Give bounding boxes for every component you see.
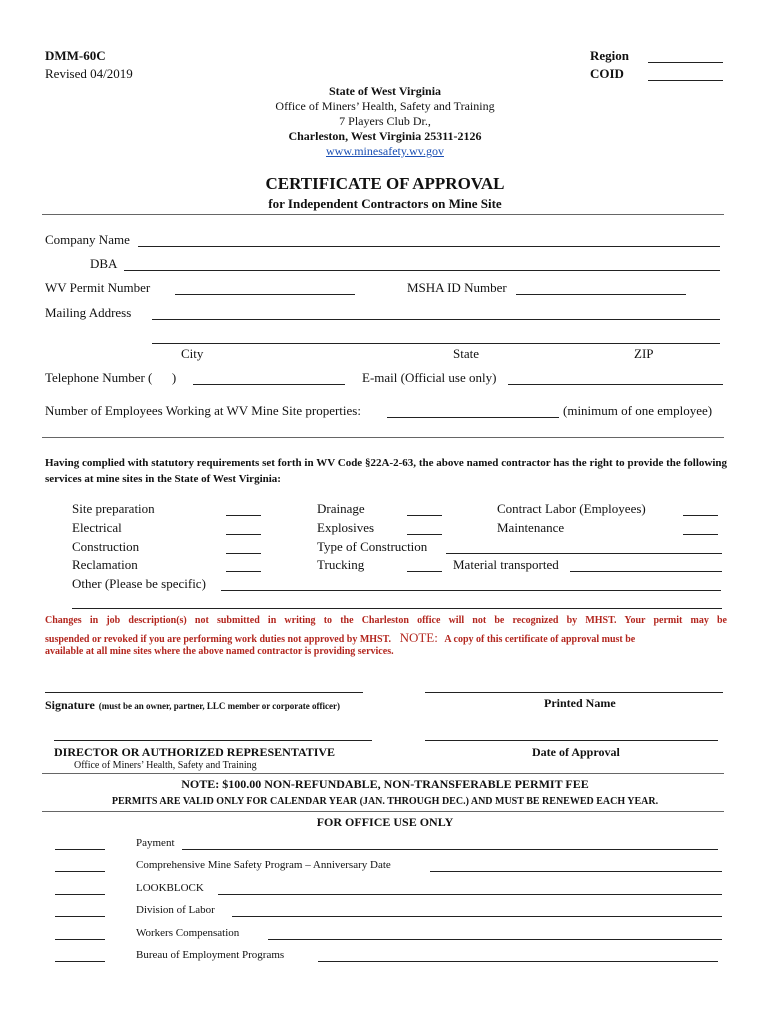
wv-permit-field[interactable] bbox=[175, 294, 355, 295]
director-label: DIRECTOR OR AUTHORIZED REPRESENTATIVE bbox=[54, 745, 336, 759]
revised-date: Revised 04/2019 bbox=[45, 66, 133, 81]
signature-label-container bbox=[45, 696, 340, 714]
mailing-address-field[interactable] bbox=[152, 319, 720, 320]
warning-line-2-container bbox=[45, 630, 727, 646]
electrical-field[interactable] bbox=[226, 534, 261, 535]
office-address-line1: 7 Players Club Dr., bbox=[339, 114, 431, 128]
divider bbox=[42, 214, 724, 215]
warning-line-3: available at all mine sites where the above named contractor is providing services. bbox=[45, 646, 394, 657]
type-of-construction-field[interactable] bbox=[446, 553, 722, 554]
division-of-labor-check-field[interactable] bbox=[55, 916, 105, 917]
fee-note: NOTE: $100.00 NON-REFUNDABLE, NON-TRANSFERABLE PERMIT FEE bbox=[181, 777, 589, 791]
lookblock-check-field[interactable] bbox=[55, 894, 105, 895]
service-site-preparation: Site preparation bbox=[72, 501, 155, 516]
office-address-line2: Charleston, West Virginia 25311-2126 bbox=[288, 129, 482, 143]
service-explosives: Explosives bbox=[317, 520, 375, 535]
service-type-of-construction: Type of Construction bbox=[317, 539, 428, 554]
region-field[interactable] bbox=[648, 62, 723, 63]
validity-note: PERMITS ARE VALID ONLY FOR CALENDAR YEAR (JAN. THROUGH DEC.) AND MUST BE RENEWED EACH YEAR. bbox=[111, 796, 659, 807]
email-field[interactable] bbox=[508, 384, 723, 385]
date-of-approval-label: Date of Approval bbox=[532, 745, 620, 759]
service-reclamation: Reclamation bbox=[72, 557, 138, 572]
drainage-field[interactable] bbox=[407, 515, 442, 516]
office-use-heading: FOR OFFICE USE ONLY bbox=[316, 815, 454, 829]
wv-permit-label: WV Permit Number bbox=[45, 280, 151, 295]
dba-label: DBA bbox=[90, 256, 118, 271]
employees-field[interactable] bbox=[387, 417, 559, 418]
state-heading: State of West Virginia bbox=[328, 84, 442, 98]
website-link[interactable]: www.minesafety.wv.gov bbox=[326, 144, 444, 158]
company-name-field[interactable] bbox=[138, 246, 720, 247]
city-label: City bbox=[181, 346, 204, 361]
material-transported-field[interactable] bbox=[570, 571, 722, 572]
company-name-label: Company Name bbox=[45, 232, 130, 247]
email-label: E-mail (Official use only) bbox=[362, 370, 497, 385]
reclamation-field[interactable] bbox=[226, 571, 261, 572]
printed-name-field[interactable] bbox=[425, 692, 723, 693]
msha-id-field[interactable] bbox=[516, 294, 686, 295]
divider bbox=[42, 773, 724, 774]
employees-label: Number of Employees Working at WV Mine Site properties: bbox=[45, 403, 361, 418]
safety-program-check-field[interactable] bbox=[55, 871, 105, 872]
lookblock-field[interactable] bbox=[218, 894, 722, 895]
mailing-address-label: Mailing Address bbox=[45, 305, 132, 320]
office-item-safety-program: Comprehensive Mine Safety Program – Anniversary Date bbox=[136, 859, 391, 871]
service-electrical: Electrical bbox=[72, 520, 122, 535]
service-contract-labor: Contract Labor (Employees) bbox=[497, 501, 646, 516]
material-transported-label: Material transported bbox=[453, 557, 559, 572]
trucking-field[interactable] bbox=[407, 571, 442, 572]
page-subtitle: for Independent Contractors on Mine Site bbox=[268, 196, 502, 211]
construction-field[interactable] bbox=[226, 553, 261, 554]
divider bbox=[42, 811, 724, 812]
warning-line-1: Changes in job description(s) not submitted in writing to the Charleston office will not be recognized by MHST. Your permit may be bbox=[45, 615, 727, 626]
service-trucking: Trucking bbox=[317, 557, 365, 572]
office-item-payment: Payment bbox=[136, 837, 175, 849]
printed-name-label: Printed Name bbox=[544, 696, 616, 710]
compliance-text: Having complied with statutory requirements set forth in WV Code §22A-2-63, the above named contractor has the right to provide the following services at mine sites in the State of West Virginia: bbox=[45, 457, 727, 485]
office-name: Office of Miners’ Health, Safety and Training bbox=[275, 99, 495, 113]
page-title: CERTIFICATE OF APPROVAL bbox=[265, 174, 505, 193]
other-services-field[interactable] bbox=[221, 590, 721, 591]
service-maintenance: Maintenance bbox=[497, 520, 565, 535]
other-services-field-2[interactable] bbox=[72, 608, 722, 609]
service-construction: Construction bbox=[72, 539, 140, 554]
note-text: A copy of this certificate of approval must be bbox=[444, 634, 636, 645]
safety-program-field[interactable] bbox=[430, 871, 722, 872]
other-services-label: Other (Please be specific) bbox=[72, 576, 206, 591]
contract-labor-field[interactable] bbox=[683, 515, 718, 516]
coid-field[interactable] bbox=[648, 80, 723, 81]
warning-line-2: suspended or revoked if you are performing work duties not approved by MHST. bbox=[45, 634, 392, 645]
payment-check-field[interactable] bbox=[55, 849, 105, 850]
coid-label: COID bbox=[590, 66, 624, 81]
form-id: DMM-60C bbox=[45, 48, 106, 63]
payment-field[interactable] bbox=[182, 849, 718, 850]
msha-id-label: MSHA ID Number bbox=[407, 280, 507, 295]
divider bbox=[42, 437, 724, 438]
state-label: State bbox=[453, 346, 479, 361]
telephone-label: Telephone Number ( ) bbox=[45, 370, 177, 385]
workers-comp-check-field[interactable] bbox=[55, 939, 105, 940]
date-of-approval-field[interactable] bbox=[425, 740, 718, 741]
site-preparation-field[interactable] bbox=[226, 515, 261, 516]
office-item-bureau: Bureau of Employment Programs bbox=[136, 949, 285, 961]
explosives-field[interactable] bbox=[407, 534, 442, 535]
office-item-division-of-labor: Division of Labor bbox=[136, 904, 215, 916]
telephone-field[interactable] bbox=[193, 384, 345, 385]
office-item-workers-compensation: Workers Compensation bbox=[136, 927, 240, 939]
director-sublabel: Office of Miners’ Health, Safety and Training bbox=[74, 760, 257, 771]
signature-note: (must be an owner, partner, LLC member or corporate officer) bbox=[98, 701, 340, 711]
division-of-labor-field[interactable] bbox=[232, 916, 722, 917]
bureau-check-field[interactable] bbox=[55, 961, 105, 962]
dba-field[interactable] bbox=[124, 270, 720, 271]
website-container bbox=[0, 144, 770, 159]
director-signature-field[interactable] bbox=[54, 740, 372, 741]
workers-compensation-field[interactable] bbox=[268, 939, 722, 940]
maintenance-field[interactable] bbox=[683, 534, 718, 535]
signature-label: Signature bbox=[45, 698, 95, 712]
employees-note: (minimum of one employee) bbox=[563, 403, 713, 418]
service-drainage: Drainage bbox=[317, 501, 365, 516]
zip-label: ZIP bbox=[634, 346, 654, 361]
bureau-field[interactable] bbox=[318, 961, 718, 962]
region-label: Region bbox=[590, 48, 629, 63]
note-label: NOTE: bbox=[399, 630, 438, 645]
signature-field[interactable] bbox=[45, 692, 363, 693]
mailing-address-field-2[interactable] bbox=[152, 343, 720, 344]
office-item-lookblock: LOOKBLOCK bbox=[136, 882, 204, 894]
